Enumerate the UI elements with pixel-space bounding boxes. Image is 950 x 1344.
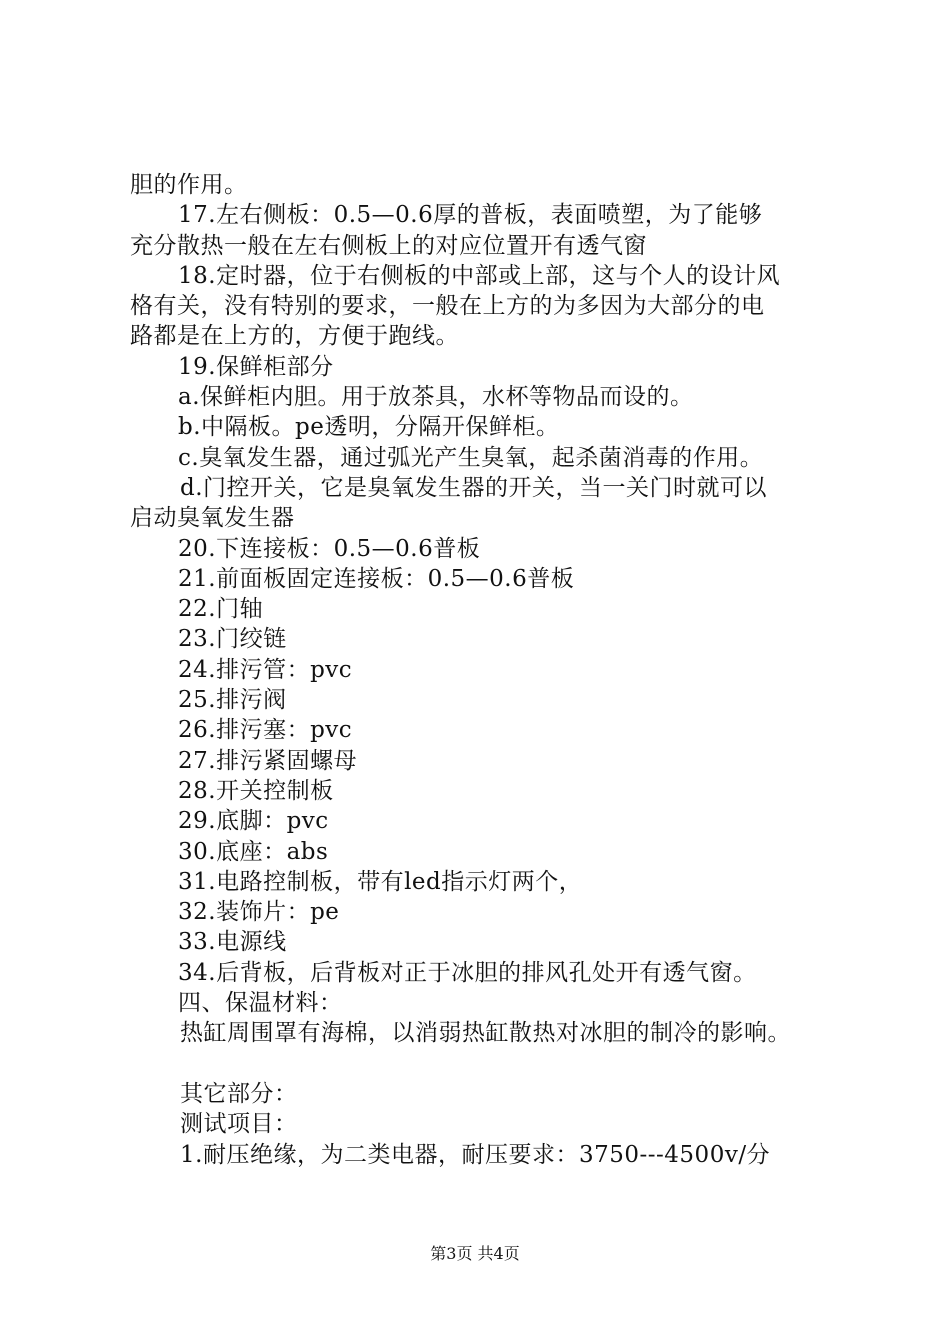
text-line: 32.装饰片：pe — [178, 899, 340, 926]
text-line: 23.门绞链 — [178, 626, 287, 653]
text-line: 33.电源线 — [178, 929, 287, 956]
text-line: 22.门轴 — [178, 596, 264, 623]
text-line: 19.保鲜柜部分 — [178, 353, 334, 380]
text-line: 启动臭氧发生器 — [130, 505, 295, 532]
text-line: b.中隔板。pe透明，分隔开保鲜柜。 — [178, 414, 560, 441]
text-line: 21.前面板固定连接板：0.5—0.6普板 — [178, 565, 575, 592]
blank-line — [130, 1049, 850, 1079]
text-line: 路都是在上方的，方便于跑线。 — [130, 323, 459, 350]
text-line: 30.底座：abs — [178, 838, 329, 865]
text-line: 27.排污紧固螺母 — [178, 747, 358, 774]
text-line: 31.电路控制板，带有led指示灯两个， — [178, 868, 583, 895]
text-line: 18.定时器，位于右侧板的中部或上部，这与个人的设计风 — [178, 262, 781, 289]
text-line: 胆的作用。 — [130, 172, 248, 198]
text-line: 充分散热一般在左右侧板上的对应位置开有透气窗 — [130, 232, 647, 259]
text-line: 26.排污塞：pvc — [178, 717, 353, 744]
text-line: 28.开关控制板 — [178, 777, 334, 804]
text-line: 测试项目： — [180, 1111, 298, 1138]
text-line: 25.排污阀 — [178, 687, 287, 714]
page-footer: 第3页 共4页 — [430, 1244, 520, 1263]
text-line: 热缸周围罩有海棉，以消弱热缸散热对冰胆的制冷的影响。 — [180, 1020, 791, 1047]
text-line: 34.后背板，后背板对正于冰胆的排风孔处开有透气窗。 — [178, 959, 757, 986]
text-line: 20.下连接板：0.5—0.6普板 — [178, 535, 481, 562]
text-line: 其它部分： — [180, 1080, 298, 1107]
text-line: a.保鲜柜内胆。用于放茶具，水杯等物品而设的。 — [178, 384, 694, 411]
text-line: 格有关，没有特别的要求，一般在上方的为多因为大部分的电 — [130, 293, 765, 320]
section-heading: 四、保温材料： — [178, 990, 343, 1017]
text-line: c.臭氧发生器，通过弧光产生臭氧，起杀菌消毒的作用。 — [178, 444, 764, 471]
document-body — [130, 170, 850, 1170]
text-line: 1.耐压绝缘，为二类电器，耐压要求：3750---4500v/分 — [180, 1141, 771, 1168]
text-line: 29.底脚：pvc — [178, 808, 329, 835]
text-line: d.门控开关，它是臭氧发生器的开关，当一关门时就可以 — [180, 474, 768, 501]
text-line: 24.排污管：pvc — [178, 656, 353, 683]
text-line: 17.左右侧板：0.5—0.6厚的普板，表面喷塑，为了能够 — [178, 202, 763, 229]
